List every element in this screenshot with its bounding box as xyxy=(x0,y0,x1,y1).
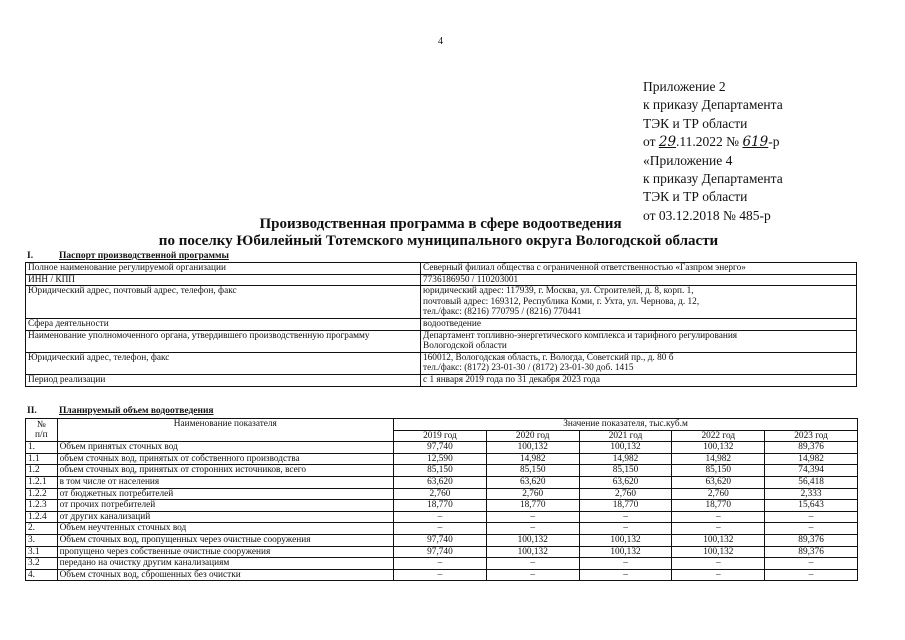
order-date-middle: .11.2022 № xyxy=(676,134,743,150)
row-value: 85,150 xyxy=(394,465,487,477)
header-number-line2: п/п xyxy=(35,430,48,441)
row-value: 63,620 xyxy=(394,476,487,488)
header-year: 2020 год xyxy=(486,430,579,442)
table-row xyxy=(26,500,858,512)
row-value: 97,740 xyxy=(394,442,487,454)
passport-key: ИНН / КПП xyxy=(26,274,421,286)
row-value: 100,132 xyxy=(672,442,765,454)
row-value: – xyxy=(486,523,579,535)
order-date-prefix: от xyxy=(643,134,659,150)
row-number: 1. xyxy=(26,442,58,454)
row-number: 3.2 xyxy=(26,558,58,570)
row-value: – xyxy=(765,523,858,535)
handwritten-day: 29 xyxy=(658,134,677,151)
table-row xyxy=(26,453,858,465)
row-value: – xyxy=(672,523,765,535)
row-value: 14,982 xyxy=(579,453,672,465)
passport-key: Сфера деятельности xyxy=(26,318,421,330)
row-value: 63,620 xyxy=(486,476,579,488)
section-heading-passport xyxy=(27,251,229,261)
document-title: Производственная программа в сфере водоотведения xyxy=(259,216,622,232)
row-indicator-name: объем сточных вод, принятых от сторонних источников, всего xyxy=(57,465,393,477)
handwritten-number: 619 xyxy=(742,134,769,151)
passport-value-line: водоотведение xyxy=(423,318,481,329)
header-values: Значение показателя, тыс.куб.м xyxy=(394,419,858,431)
row-value: 15,643 xyxy=(765,500,858,512)
row-value: – xyxy=(672,558,765,570)
passport-row xyxy=(26,263,857,275)
row-value: 100,132 xyxy=(486,534,579,546)
table-row xyxy=(26,546,858,558)
passport-key: Юридический адрес, почтовый адрес, телефон, факс xyxy=(26,286,421,319)
row-value: – xyxy=(765,558,858,570)
row-value: 18,770 xyxy=(486,500,579,512)
row-value: 100,132 xyxy=(579,442,672,454)
document-subtitle: по поселку Юбилейный Тотемского муниципального округа Вологодской области xyxy=(158,233,719,249)
passport-key: Полное наименование регулируемой организации xyxy=(26,263,421,275)
passport-value xyxy=(421,318,857,330)
passport-value-line: с 1 января 2019 года по 31 декабря 2023 года xyxy=(423,374,601,385)
passport-key: Наименование уполномоченного органа, утвердившего производственную программу xyxy=(26,330,421,352)
passport-value-line: тел./факс: (8172) 23-01-30 / (8172) 23-01-30 доб. 1415 xyxy=(423,363,634,374)
row-value: 100,132 xyxy=(579,534,672,546)
passport-table xyxy=(25,262,857,387)
appendix-line: ТЭК и ТР области xyxy=(643,189,748,205)
appendix-line: к приказу Департамента xyxy=(643,171,783,187)
appendix-line: Приложение 2 xyxy=(643,79,726,94)
row-value: – xyxy=(579,511,672,523)
passport-row xyxy=(26,374,857,386)
row-value: 14,982 xyxy=(672,453,765,465)
row-value: – xyxy=(394,523,487,535)
section-number: I. xyxy=(27,251,34,261)
row-value: – xyxy=(765,569,858,581)
row-value: 85,150 xyxy=(579,465,672,477)
passport-value-line: Северный филиал общества с ограниченной ответственностью «Газпром энерго» xyxy=(423,263,746,273)
row-value: 89,376 xyxy=(765,546,858,558)
row-value: – xyxy=(486,511,579,523)
row-number: 4. xyxy=(26,569,58,581)
row-value: 100,132 xyxy=(579,546,672,558)
header-year: 2019 год xyxy=(394,430,487,442)
row-value: – xyxy=(394,569,487,581)
passport-value xyxy=(421,330,857,352)
appendix-line: «Приложение 4 xyxy=(643,152,733,168)
table-row xyxy=(26,465,858,477)
row-value: 97,740 xyxy=(394,534,487,546)
passport-value-line: тел./факс: (8216) 770795 / (8216) 770441 xyxy=(423,307,582,318)
page-number: 4 xyxy=(438,36,443,47)
row-value: – xyxy=(579,523,672,535)
header-year: 2022 год xyxy=(672,430,765,442)
passport-value-line: Вологодской области xyxy=(423,341,507,352)
table-row xyxy=(26,511,858,523)
row-indicator-name: пропущено через собственные очистные сооружения xyxy=(57,546,393,558)
row-value: – xyxy=(486,558,579,570)
appendix-line: ТЭК и ТР области xyxy=(643,115,748,131)
header-number xyxy=(26,419,58,442)
order-number-suffix: -р xyxy=(768,134,780,150)
row-value: 100,132 xyxy=(672,534,765,546)
row-value: 18,770 xyxy=(579,500,672,512)
table-row xyxy=(26,523,858,535)
row-number: 2. xyxy=(26,523,58,535)
row-value: 63,620 xyxy=(579,476,672,488)
volume-table xyxy=(25,418,858,581)
table-row xyxy=(26,488,858,500)
row-value: 2,760 xyxy=(672,488,765,500)
row-value: 89,376 xyxy=(765,442,858,454)
row-value: 12,590 xyxy=(394,453,487,465)
row-number: 1.2.2 xyxy=(26,488,58,500)
table-row xyxy=(26,534,858,546)
passport-row xyxy=(26,286,857,319)
table-row xyxy=(26,569,858,581)
row-value: 14,982 xyxy=(486,453,579,465)
row-value: 2,760 xyxy=(394,488,487,500)
passport-key: Период реализации xyxy=(26,374,421,386)
passport-row xyxy=(26,352,857,374)
header-indicator-name: Наименование показателя xyxy=(57,419,393,442)
passport-value-line: 160012, Вологодская область, г. Вологда, Советский пр., д. 80 б xyxy=(423,352,674,363)
header-number-line1: № xyxy=(36,419,46,430)
row-value: – xyxy=(672,569,765,581)
section-heading-volume xyxy=(27,406,214,416)
row-number: 3. xyxy=(26,534,58,546)
appendix-order-date xyxy=(643,133,783,151)
row-value: 100,132 xyxy=(486,442,579,454)
passport-key: Юридический адрес, телефон, факс xyxy=(26,352,421,374)
row-indicator-name: Объем сточных вод, сброшенных без очистки xyxy=(57,569,393,581)
passport-value-line: Департамент топливно-энергетического комплекса и тарифного регулирования xyxy=(423,330,738,341)
section-title: Паспорт производственной программы xyxy=(59,251,229,261)
row-indicator-name: от других канализаций xyxy=(57,511,393,523)
passport-value xyxy=(421,352,857,374)
row-value: 14,982 xyxy=(765,453,858,465)
row-value: 56,418 xyxy=(765,476,858,488)
table-row xyxy=(26,558,858,570)
row-value: – xyxy=(765,511,858,523)
row-indicator-name: Объем неучтенных сточных вод xyxy=(57,523,393,535)
row-indicator-name: от прочих потребителей xyxy=(57,500,393,512)
row-value: 63,620 xyxy=(672,476,765,488)
row-value: 18,770 xyxy=(672,500,765,512)
passport-value-line: юридический адрес: 117939, г. Москва, ул. Строителей, д. 8, корп. 1, xyxy=(423,286,694,297)
passport-value xyxy=(421,263,857,275)
section-title: Планируемый объем водоотведения xyxy=(59,406,214,416)
row-value: 2,333 xyxy=(765,488,858,500)
header-year: 2021 год xyxy=(579,430,672,442)
row-value: 89,376 xyxy=(765,534,858,546)
passport-value xyxy=(421,286,857,319)
appendix-line: к приказу Департамента xyxy=(643,97,783,113)
passport-row xyxy=(26,274,857,286)
row-value: 2,760 xyxy=(579,488,672,500)
passport-value xyxy=(421,274,857,286)
row-value: – xyxy=(486,569,579,581)
appendix-line: от 03.12.2018 № 485-р xyxy=(643,207,771,223)
passport-row xyxy=(26,330,857,352)
row-value: – xyxy=(579,569,672,581)
row-value: 74,394 xyxy=(765,465,858,477)
row-value: 85,150 xyxy=(672,465,765,477)
passport-value-line: 7736186950 / 110203001 xyxy=(423,274,519,285)
row-number: 1.2.3 xyxy=(26,500,58,512)
appendix-block xyxy=(643,78,783,225)
row-value: – xyxy=(394,558,487,570)
row-indicator-name: объем сточных вод, принятых от собственного производства xyxy=(57,453,393,465)
row-number: 1.1 xyxy=(26,453,58,465)
row-number: 1.2.1 xyxy=(26,476,58,488)
row-value: 2,760 xyxy=(486,488,579,500)
passport-value-line: почтовый адрес: 169312, Республика Коми, г. Ухта, ул. Чернова, д. 12, xyxy=(423,296,700,307)
row-value: 100,132 xyxy=(672,546,765,558)
row-number: 1.2.4 xyxy=(26,511,58,523)
table-header-row xyxy=(26,419,858,431)
table-row xyxy=(26,476,858,488)
table-row xyxy=(26,442,858,454)
row-value: – xyxy=(672,511,765,523)
row-indicator-name: передано на очистку другим канализациям xyxy=(57,558,393,570)
row-indicator-name: Объем принятых сточных вод xyxy=(57,442,393,454)
row-value: 100,132 xyxy=(486,546,579,558)
passport-value xyxy=(421,374,857,386)
row-number: 1.2 xyxy=(26,465,58,477)
header-year: 2023 год xyxy=(765,430,858,442)
row-indicator-name: Объем сточных вод, пропущенных через очистные сооружения xyxy=(57,534,393,546)
row-value: 97,740 xyxy=(394,546,487,558)
section-number: II. xyxy=(27,406,37,416)
row-value: – xyxy=(579,558,672,570)
row-indicator-name: от бюджетных потребителей xyxy=(57,488,393,500)
row-value: – xyxy=(394,511,487,523)
row-indicator-name: в том числе от населения xyxy=(57,476,393,488)
row-value: 85,150 xyxy=(486,465,579,477)
passport-row xyxy=(26,318,857,330)
row-value: 18,770 xyxy=(394,500,487,512)
row-number: 3.1 xyxy=(26,546,58,558)
